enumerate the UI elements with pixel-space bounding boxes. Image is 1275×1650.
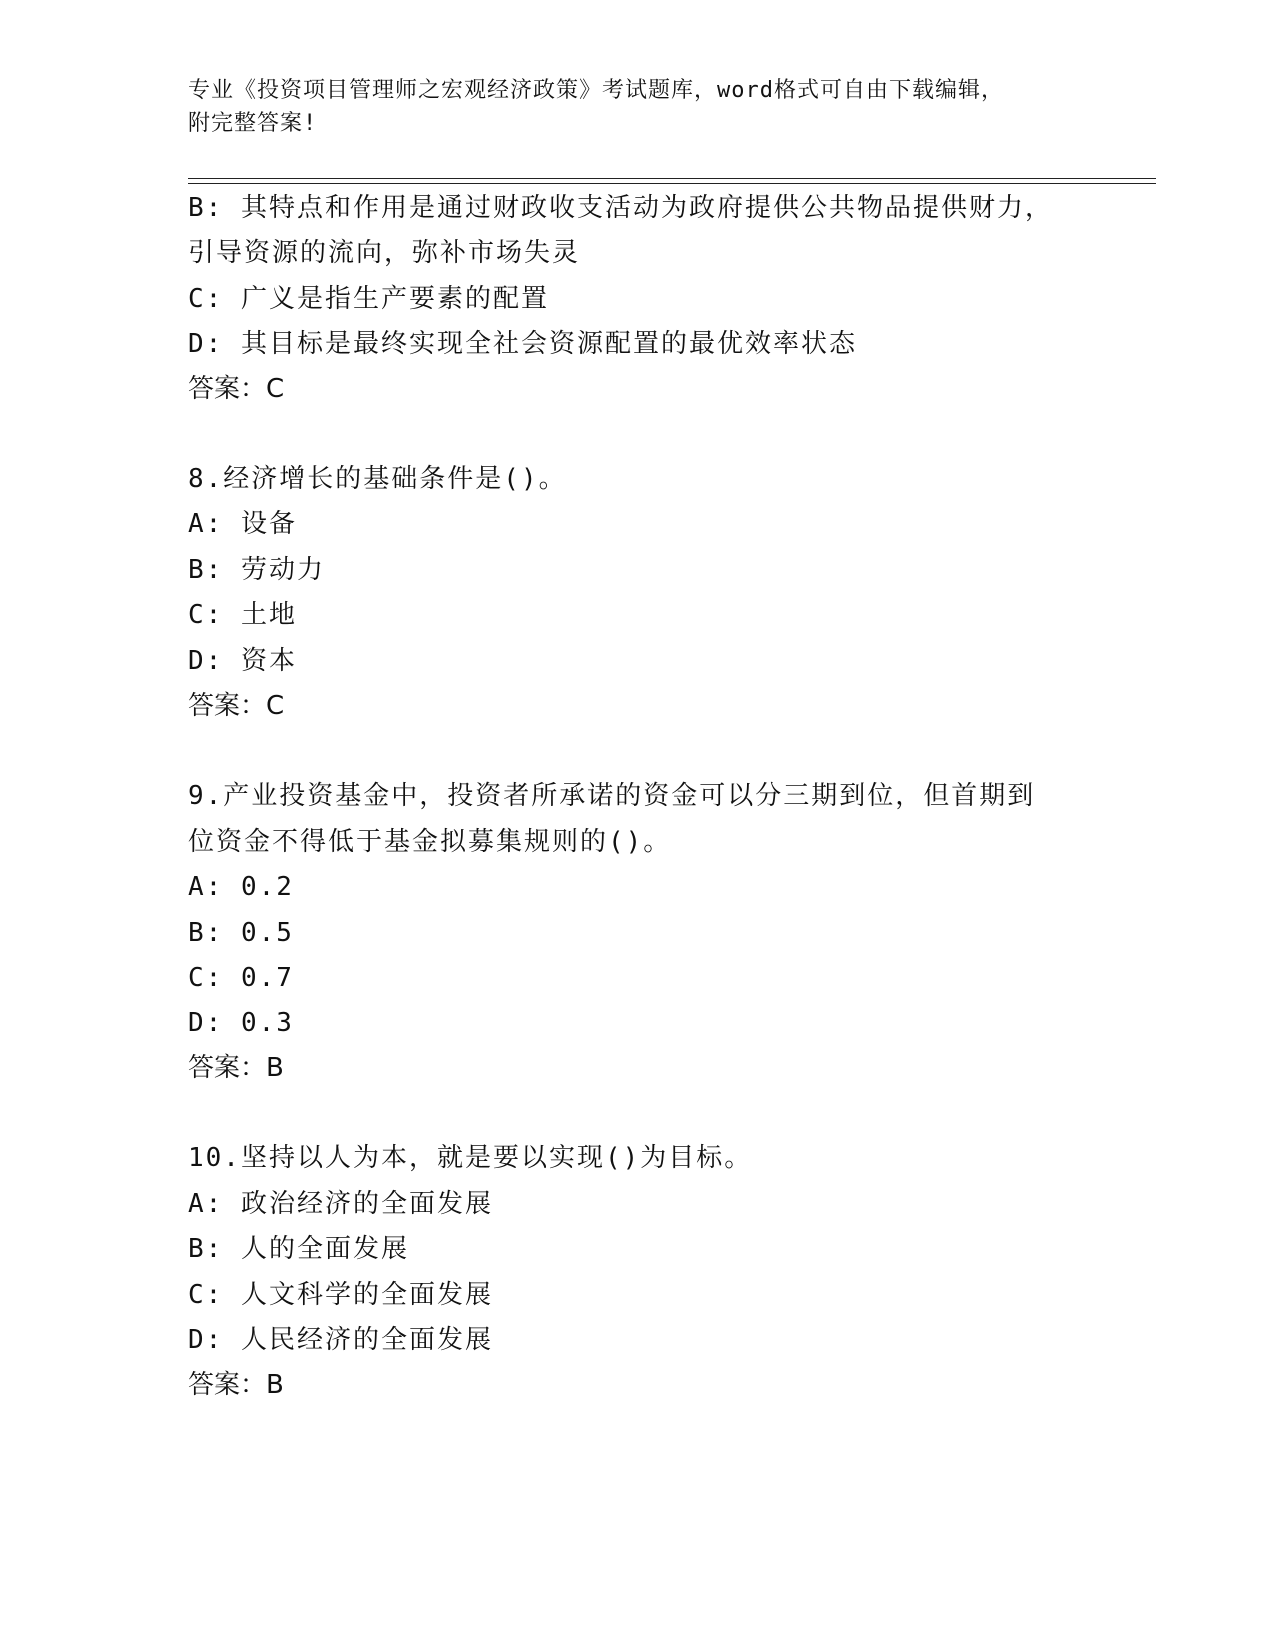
header-line-2: 附完整答案!	[188, 111, 318, 136]
q10-option-c: C: 人文科学的全面发展	[188, 1280, 493, 1310]
header-divider-top	[188, 178, 1156, 179]
q8-option-c: C: 土地	[188, 600, 297, 630]
q7-option-d: D: 其目标是最终实现全社会资源配置的最优效率状态	[188, 329, 857, 359]
q9-stem-line-1: 9.产业投资基金中，投资者所承诺的资金可以分三期到位，但首期到	[188, 781, 1036, 811]
q8-answer: 答案：C	[188, 691, 285, 721]
q8-stem: 8.经济增长的基础条件是()。	[188, 464, 567, 494]
q7-option-b-line-2: 引导资源的流向，弥补市场失灵	[188, 238, 581, 268]
q7-option-b-line-1: B: 其特点和作用是通过财政收支活动为政府提供公共物品提供财力，	[188, 193, 1053, 223]
q8-option-a: A: 设备	[188, 509, 297, 539]
q9-option-a: A: 0.2	[188, 872, 294, 902]
q8-option-b: B: 劳动力	[188, 555, 325, 585]
q10-option-d: D: 人民经济的全面发展	[188, 1325, 493, 1355]
q10-stem: 10.坚持以人为本，就是要以实现()为目标。	[188, 1143, 753, 1173]
q8-option-d: D: 资本	[188, 646, 297, 676]
q10-answer: 答案：B	[188, 1370, 284, 1400]
q9-option-c: C: 0.7	[188, 963, 294, 993]
header-divider-bottom	[188, 183, 1156, 184]
q9-answer: 答案：B	[188, 1053, 284, 1083]
q7-option-c: C: 广义是指生产要素的配置	[188, 284, 549, 314]
q9-stem-line-2: 位资金不得低于基金拟募集规则的()。	[188, 827, 672, 857]
header-line-1: 专业《投资项目管理师之宏观经济政策》考试题库，word格式可自由下载编辑，	[188, 78, 1004, 103]
q9-option-d: D: 0.3	[188, 1008, 294, 1038]
q7-answer: 答案：C	[188, 374, 285, 404]
q10-option-a: A: 政治经济的全面发展	[188, 1189, 493, 1219]
document-header	[188, 74, 1068, 140]
q10-option-b: B: 人的全面发展	[188, 1234, 409, 1264]
q9-option-b: B: 0.5	[188, 918, 294, 948]
